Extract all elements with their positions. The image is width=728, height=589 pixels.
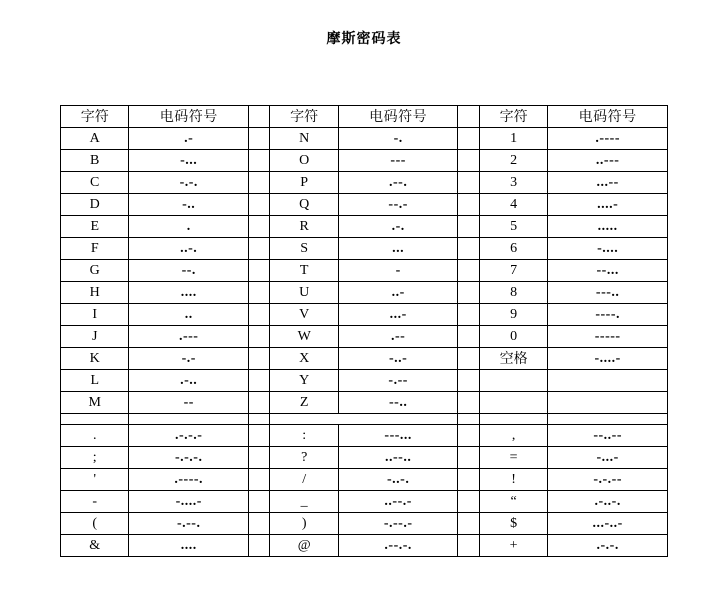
column-spacer (458, 128, 479, 150)
code-cell: --.. (338, 392, 458, 414)
column-spacer (458, 425, 479, 447)
character-cell: P (270, 172, 338, 194)
character-cell: G (61, 260, 129, 282)
column-spacer (458, 326, 479, 348)
character-cell: V (270, 304, 338, 326)
character-cell: F (61, 238, 129, 260)
code-cell: -...- (548, 447, 668, 469)
column-spacer (249, 535, 270, 557)
character-cell: ; (61, 447, 129, 469)
character-cell: C (61, 172, 129, 194)
character-cell: @ (270, 535, 338, 557)
column-spacer (249, 128, 270, 150)
code-cell: -.-. (129, 172, 249, 194)
table-row (61, 238, 668, 260)
code-cell: ....- (548, 194, 668, 216)
character-cell: 0 (479, 326, 547, 348)
character-cell: ( (61, 513, 129, 535)
character-cell: + (479, 535, 547, 557)
page-title: 摩斯密码表 (326, 31, 402, 47)
column-spacer (249, 414, 270, 425)
table-row (61, 535, 668, 557)
character-cell: = (479, 447, 547, 469)
character-cell: 7 (479, 260, 547, 282)
code-cell: ...-..- (548, 513, 668, 535)
code-cell: ..--- (548, 150, 668, 172)
column-spacer (249, 194, 270, 216)
code-cell: ..--.. (338, 447, 458, 469)
column-spacer (249, 469, 270, 491)
code-cell: .... (129, 535, 249, 557)
code-cell: .-- (338, 326, 458, 348)
code-cell: ...- (338, 304, 458, 326)
empty-code-cell (548, 392, 668, 414)
character-cell: 2 (479, 150, 547, 172)
code-cell: -.-.-. (129, 447, 249, 469)
separator-cell (548, 414, 668, 425)
code-cell: -.... (548, 238, 668, 260)
column-spacer (249, 238, 270, 260)
code-cell: .. (129, 304, 249, 326)
column-spacer (249, 348, 270, 370)
code-cell: --.- (338, 194, 458, 216)
code-cell: -.-- (338, 370, 458, 392)
character-cell: O (270, 150, 338, 172)
table-row (61, 326, 668, 348)
code-cell: .-.-. (548, 535, 668, 557)
column-spacer (458, 469, 479, 491)
table-row (61, 172, 668, 194)
column-spacer (249, 513, 270, 535)
character-cell: H (61, 282, 129, 304)
code-cell: .-.. (129, 370, 249, 392)
code-cell: ..-. (129, 238, 249, 260)
table-row (61, 392, 668, 414)
character-cell: N (270, 128, 338, 150)
separator-cell (338, 414, 458, 425)
character-cell: : (270, 425, 338, 447)
column-spacer (458, 370, 479, 392)
character-cell: 4 (479, 194, 547, 216)
character-cell: 3 (479, 172, 547, 194)
header-code: 电码符号 (129, 106, 249, 128)
column-spacer (458, 392, 479, 414)
code-cell: .... (129, 282, 249, 304)
code-cell: -.. (129, 194, 249, 216)
header-character: 字符 (61, 106, 129, 128)
code-cell: ---.. (548, 282, 668, 304)
column-spacer (249, 392, 270, 414)
section-separator-row (61, 414, 668, 425)
empty-code-cell (548, 370, 668, 392)
code-cell: .--. (338, 172, 458, 194)
table-row (61, 513, 668, 535)
column-spacer (458, 172, 479, 194)
code-cell: ----. (548, 304, 668, 326)
column-spacer (458, 194, 479, 216)
character-cell: A (61, 128, 129, 150)
code-cell: .-. (338, 216, 458, 238)
character-cell: Y (270, 370, 338, 392)
separator-cell (479, 414, 547, 425)
character-cell: E (61, 216, 129, 238)
empty-character-cell (479, 392, 547, 414)
code-cell: .--.-. (338, 535, 458, 557)
code-cell: --- (338, 150, 458, 172)
table-row (61, 348, 668, 370)
code-cell: .---- (548, 128, 668, 150)
column-spacer (458, 414, 479, 425)
column-spacer (249, 282, 270, 304)
table-row (61, 128, 668, 150)
character-cell: ! (479, 469, 547, 491)
character-cell: ) (270, 513, 338, 535)
empty-character-cell (479, 370, 547, 392)
character-cell: 5 (479, 216, 547, 238)
code-cell: -.- (129, 348, 249, 370)
code-cell: .----. (129, 469, 249, 491)
header-code: 电码符号 (338, 106, 458, 128)
character-cell: Q (270, 194, 338, 216)
column-spacer (249, 172, 270, 194)
column-spacer (458, 150, 479, 172)
character-cell: 8 (479, 282, 547, 304)
morse-code-table-body (61, 106, 668, 557)
code-cell: -..-. (338, 469, 458, 491)
code-cell: -.-.-- (548, 469, 668, 491)
code-cell: --. (129, 260, 249, 282)
code-cell: -....- (129, 491, 249, 513)
character-cell: $ (479, 513, 547, 535)
column-spacer (249, 150, 270, 172)
character-cell: S (270, 238, 338, 260)
code-cell: . (129, 216, 249, 238)
column-spacer (249, 370, 270, 392)
character-cell: - (61, 491, 129, 513)
header-character: 字符 (270, 106, 338, 128)
character-cell: ' (61, 469, 129, 491)
column-spacer (458, 348, 479, 370)
column-spacer (249, 304, 270, 326)
header-character: 字符 (479, 106, 547, 128)
code-cell: ..- (338, 282, 458, 304)
code-cell: .-..-. (548, 491, 668, 513)
column-spacer (249, 491, 270, 513)
character-cell: . (61, 425, 129, 447)
column-spacer (458, 216, 479, 238)
character-cell: U (270, 282, 338, 304)
table-row (61, 216, 668, 238)
code-cell: --..-- (548, 425, 668, 447)
column-spacer (458, 282, 479, 304)
code-cell: .- (129, 128, 249, 150)
column-spacer (249, 216, 270, 238)
character-cell: M (61, 392, 129, 414)
character-cell: W (270, 326, 338, 348)
column-spacer (249, 447, 270, 469)
character-cell: _ (270, 491, 338, 513)
character-cell: “ (479, 491, 547, 513)
code-cell: --... (548, 260, 668, 282)
character-cell: T (270, 260, 338, 282)
code-cell: -. (338, 128, 458, 150)
table-row (61, 282, 668, 304)
column-spacer (458, 304, 479, 326)
table-header-row (61, 106, 668, 128)
character-cell: 9 (479, 304, 547, 326)
character-cell: D (61, 194, 129, 216)
code-cell: -.--.- (338, 513, 458, 535)
column-spacer (249, 260, 270, 282)
table-row (61, 150, 668, 172)
column-spacer (458, 535, 479, 557)
table-row (61, 447, 668, 469)
code-cell: ...-- (548, 172, 668, 194)
character-cell: J (61, 326, 129, 348)
code-cell: -..- (338, 348, 458, 370)
code-cell: -....- (548, 348, 668, 370)
code-cell: ... (338, 238, 458, 260)
table-row (61, 491, 668, 513)
character-cell: R (270, 216, 338, 238)
column-spacer (249, 326, 270, 348)
code-cell: .-.-.- (129, 425, 249, 447)
separator-cell (270, 414, 338, 425)
table-row (61, 260, 668, 282)
column-spacer (458, 106, 479, 128)
character-cell: X (270, 348, 338, 370)
character-cell: & (61, 535, 129, 557)
table-row (61, 469, 668, 491)
character-cell: B (61, 150, 129, 172)
character-cell: L (61, 370, 129, 392)
character-cell: I (61, 304, 129, 326)
table-row (61, 304, 668, 326)
column-spacer (458, 260, 479, 282)
separator-cell (129, 414, 249, 425)
column-spacer (458, 513, 479, 535)
column-spacer (249, 425, 270, 447)
column-spacer (458, 447, 479, 469)
code-cell: .--- (129, 326, 249, 348)
column-spacer (458, 491, 479, 513)
separator-cell (61, 414, 129, 425)
column-spacer (458, 238, 479, 260)
table-row (61, 194, 668, 216)
code-cell: -.--. (129, 513, 249, 535)
character-cell: ? (270, 447, 338, 469)
code-cell: ..... (548, 216, 668, 238)
character-cell: K (61, 348, 129, 370)
table-row (61, 425, 668, 447)
character-cell: / (270, 469, 338, 491)
character-cell: 1 (479, 128, 547, 150)
morse-code-table (60, 105, 668, 557)
character-cell: Z (270, 392, 338, 414)
code-cell: - (338, 260, 458, 282)
header-code: 电码符号 (548, 106, 668, 128)
morse-code-table-container (60, 105, 668, 557)
code-cell: ----- (548, 326, 668, 348)
code-cell: -- (129, 392, 249, 414)
code-cell: ---... (338, 425, 458, 447)
column-spacer (249, 106, 270, 128)
code-cell: ..--.- (338, 491, 458, 513)
code-cell: -... (129, 150, 249, 172)
table-row (61, 370, 668, 392)
character-cell: , (479, 425, 547, 447)
character-cell: 6 (479, 238, 547, 260)
character-cell: 空格 (479, 348, 547, 370)
